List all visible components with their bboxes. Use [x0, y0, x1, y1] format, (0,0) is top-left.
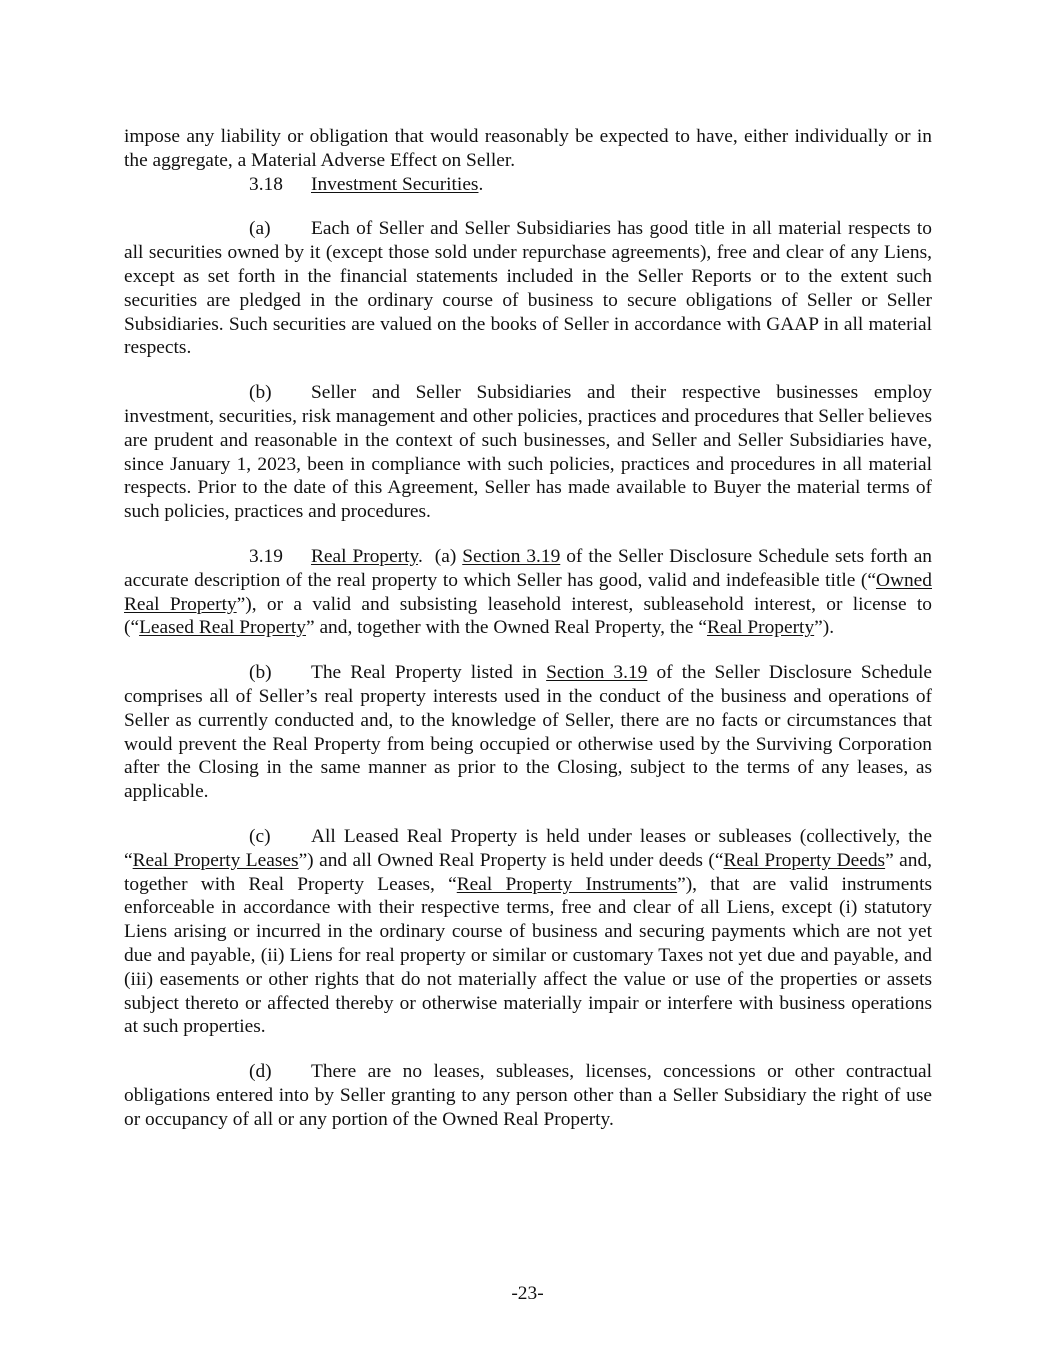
clause-label: (b)	[249, 662, 272, 684]
clause-label: (d)	[249, 1061, 272, 1083]
section-3-19-b	[124, 661, 932, 804]
defined-term: Owned Real Property	[124, 569, 932, 615]
clause-text: ”) and all Owned Real Property is held under deeds (“	[298, 849, 724, 871]
section-3-18-heading: 3.18 Investment Securities.	[249, 173, 484, 195]
section-number: 3.18	[249, 173, 283, 195]
defined-term: Real Property Leases	[132, 849, 299, 871]
clause-text: ”), that are valid instruments enforceable in accordance with their respective terms, free and clear of all Liens, except (i) statutory Liens arising or incurred in the ordinary course of business and securing payments which are not yet due and payable, (ii) Liens for real property or similar or customary Taxes not yet due and payable, and (iii) easements or other rights that do not materially affect the value or use of the properties or assets subject thereto or affected thereby or otherwise materially impair or interfere with business operations at such properties.	[124, 873, 932, 1038]
clause-label: (a)	[434, 545, 457, 567]
defined-term: Real Property Deeds	[723, 849, 886, 871]
clause-text: of the Seller Disclosure Schedule comprises all of Seller’s real property interests used in the conduct of the business and operations of Seller as currently conducted and, to the knowledge of Seller, there are no facts or circumstances that would prevent the Real Property from being occupied or otherwise used by the Surviving Corporation after the Closing in the same manner as prior to the Closing, subject to the terms of any leases, as applicable.	[124, 662, 932, 803]
section-number: 3.19	[249, 545, 283, 567]
section-reference: Section 3.19	[462, 545, 561, 567]
clause-text: ” and, together with the Owned Real Property, the “	[306, 617, 707, 639]
defined-term: Real Property Instruments	[456, 873, 678, 895]
clause-text: All Leased Real Property is held under leases or subleases (collectively, the “	[124, 825, 932, 871]
defined-term: Real Property	[706, 617, 815, 639]
section-3-19-a: 3.19 Real Property. (a) Section 3.19 of the Seller Disclosure Schedule sets forth an accurate description of the real property to which Seller has good, valid and indefeasible title (“Owned Real Property”), or a valid and subsisting leasehold interest, subleasehold interest, or license to (“Leased Real Property” and, together with the Owned Real Property, the “Real Property”).	[124, 545, 932, 639]
intro-paragraph: impose any liability or obligation that would reasonably be expected to have, either individually or in the aggregate, a Material Adverse Effect on Seller.	[124, 126, 932, 171]
clause-text: Seller and Seller Subsidiaries and their respective businesses employ investment, securities, risk management and other policies, practices and procedures that Seller believes are prudent and reasonable in the context of such businesses, and Seller and Seller Subsidiaries have, since January 1, 2023, been in compliance with such policies, practices and procedures in all material respects. Prior to the date of this Agreement, Seller has made available to Buyer the material terms of such policies, practices and procedures.	[124, 382, 932, 523]
clause-text: ”).	[814, 617, 835, 639]
section-3-19-c	[124, 825, 932, 1039]
defined-term: Leased Real Property	[139, 617, 306, 639]
section-title: Real Property	[311, 545, 418, 567]
page-number: -23-	[511, 1283, 544, 1304]
section-3-18-b	[124, 381, 932, 524]
clause-label: (a)	[249, 218, 271, 240]
section-3-19-d	[124, 1060, 932, 1131]
clause-text: There are no leases, subleases, licenses, concessions or other contractual obligations entered into by Seller granting to any person other than a Seller Subsidiary the right of use or occupancy of all or any portion of the Owned Real Property.	[124, 1061, 932, 1130]
clause-label: (b)	[249, 382, 272, 404]
clause-label: (c)	[249, 825, 271, 847]
clause-text: Each of Seller and Seller Subsidiaries has good title in all material respects to all securities owned by it (except those sold under repurchase agreements), free and clear of any Liens, except as set forth in the financial statements included in the Seller Reports or to the extent such securities are pledged in the ordinary course of business to secure obligations of Seller or Seller Subsidiaries. Such securities are valued on the books of Seller in accordance with GAAP in all material respects.	[124, 218, 932, 359]
section-reference: Section 3.19	[546, 662, 648, 684]
clause-text: The Real Property listed in	[311, 662, 537, 684]
clause-text: ”), or a valid and subsisting leasehold interest, subleasehold interest, or license to (“	[124, 593, 932, 639]
document-page	[124, 125, 932, 1131]
clause-text: ” and, together with Real Property Leases, “	[124, 849, 933, 895]
section-3-18-a	[124, 217, 932, 360]
section-title: Investment Securities	[311, 173, 479, 195]
clause-text: of the Seller Disclosure Schedule sets forth an accurate description of the real property to which Seller has good, valid and indefeasible title (“	[124, 545, 932, 591]
